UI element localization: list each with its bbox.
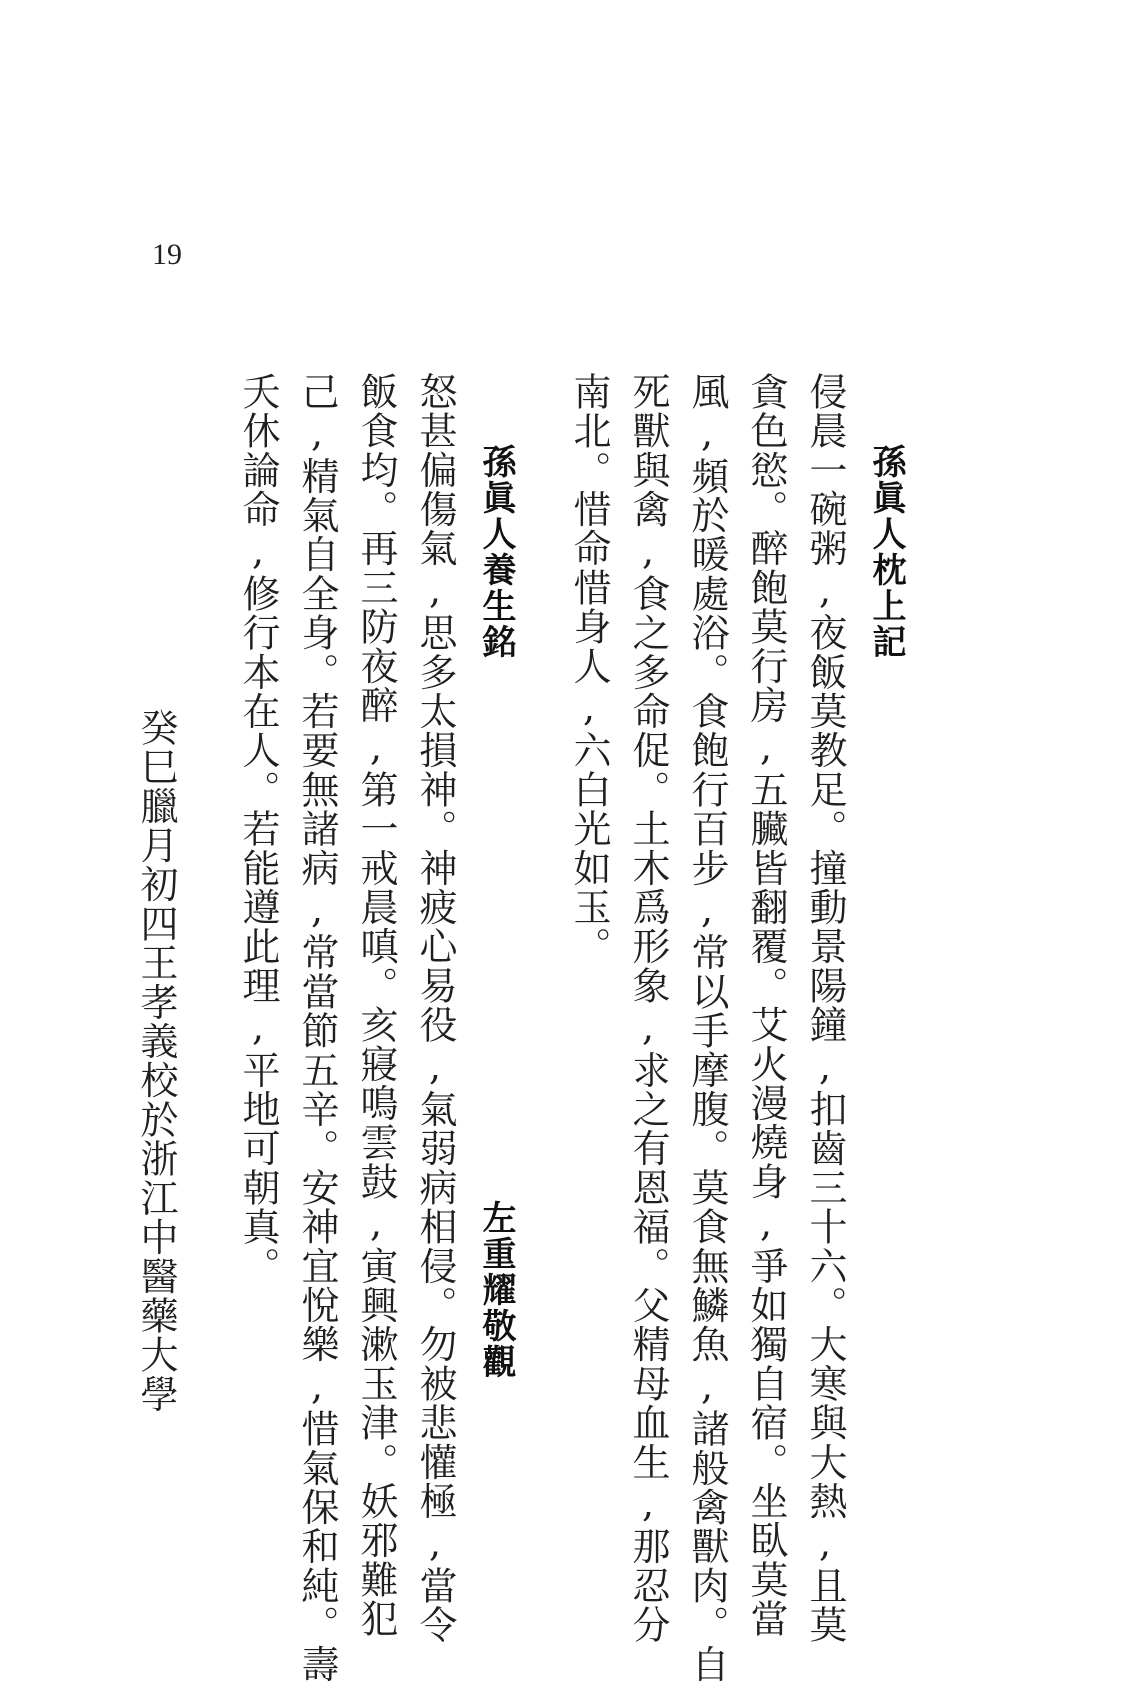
section1-line: 風,頻於暖處浴。食飽行百步,常以手摩腹。莫食無鱗魚,諸般禽獸肉。自	[685, 372, 729, 1684]
section2-line: 己,精氣自全身。若要無諸病,常當節五辛。安神宜悅樂,惜氣保和純。壽	[295, 372, 339, 1684]
section2-line: 怒甚偏傷氣,思多太損神。神疲心易役,氣弱病相侵。勿被悲懽極,當令	[413, 372, 457, 1645]
section2-line: 夭休論命,修行本在人。若能遵此理,平地可朝真。	[236, 372, 280, 1286]
section1-line: 侵晨一碗粥,夜飯莫教足。撞動景陽鐘,扣齒三十六。大寒與大熱,且莫	[803, 372, 847, 1645]
section1-line: 貪色慾。醉飽莫行房,五臟皆翻覆。艾火漫燒身,爭如獨自宿。坐臥莫當	[744, 372, 788, 1639]
section1-line: 南北。惜命惜身人,六白光如玉。	[567, 372, 611, 966]
page-number: 19	[152, 238, 182, 271]
signature: 左重耀敬觀	[476, 1200, 516, 1380]
section1-line: 死獸與禽,食之多命促。土木爲形象,求之有恩福。父精母血生,那忍分	[626, 372, 670, 1645]
colophon: 癸巳臘月初四王孝義校於浙江中醫藥大學	[134, 708, 178, 1414]
section1-title: 孫眞人枕上記	[866, 444, 906, 660]
section2-line: 飯食均。再三防夜醉,第一戒晨嗔。亥寢鳴雲鼓,寅興漱玉津。妖邪難犯	[354, 372, 398, 1639]
section2-title: 孫眞人養生銘	[476, 444, 516, 660]
